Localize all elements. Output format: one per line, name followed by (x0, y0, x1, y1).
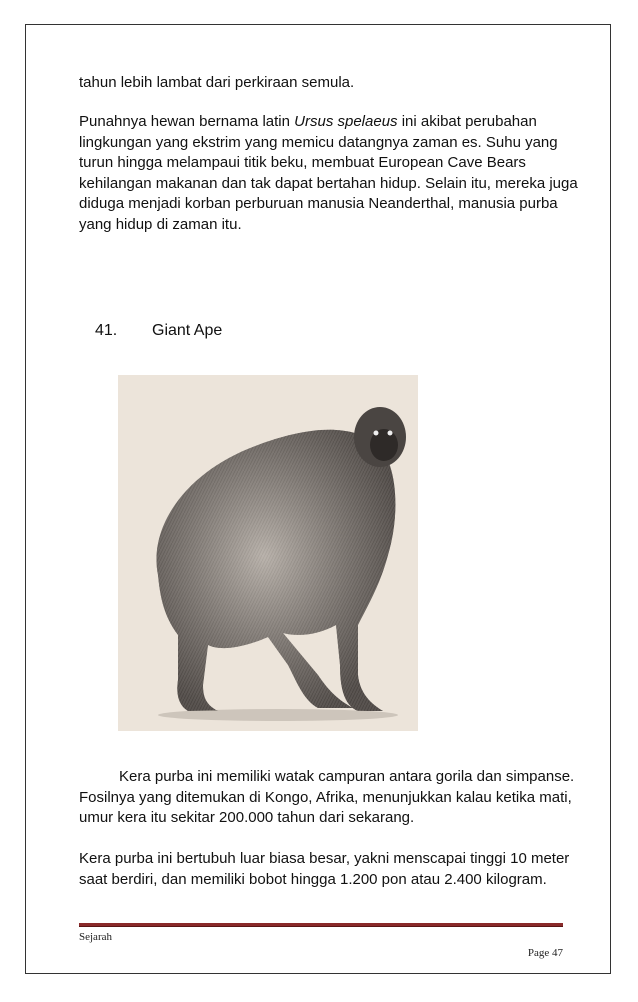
paragraph-continuation: tahun lebih lambat dari perkiraan semula. (79, 74, 355, 91)
section-heading (95, 321, 222, 341)
paragraph-giant-ape-size: Kera purba ini bertubuh luar biasa besar, yakni menscapai tinggi 10 meter saat berdiri, dan memiliki bobot hingga 1.200 pon atau 2.400 kilogram. (79, 850, 570, 888)
section-title: Giant Ape (152, 322, 223, 339)
paragraph-cave-bear-start: Punahnya hewan bernama latin (79, 113, 295, 130)
paragraph-giant-ape-intro: Kera purba ini memiliki watak campuran antara gorila dan simpanse. Fosilnya yang ditemukan di Kongo, Afrika, menunjukkan kalau ketika mati, umur kera itu sekitar 200.000 tahun dari sekarang. (79, 768, 575, 826)
footer-subject: Sejarah (79, 931, 112, 943)
footer-rule (79, 923, 563, 927)
giant-ape-image (118, 375, 418, 731)
page-number: Page 47 (527, 947, 563, 959)
paragraph-cave-bear-rest: ini akibat perubahan lingkungan yang ekstrim yang memicu datangnya zaman es. Suhu yang turun hingga melampaui titik beku, membuat European Cave Bears kehilangan makanan dan tak dapat bertahan hidup. Selain itu, mereka juga diduga menjadi korban perburuan manusia Neanderthal, manusia purba yang hidup di zaman itu. (79, 113, 578, 233)
paragraph-cave-bear (79, 112, 579, 235)
giant-ape-drawing (118, 375, 418, 731)
latin-name: Ursus spelaeus (294, 113, 398, 130)
section-number: 41. (95, 322, 118, 339)
